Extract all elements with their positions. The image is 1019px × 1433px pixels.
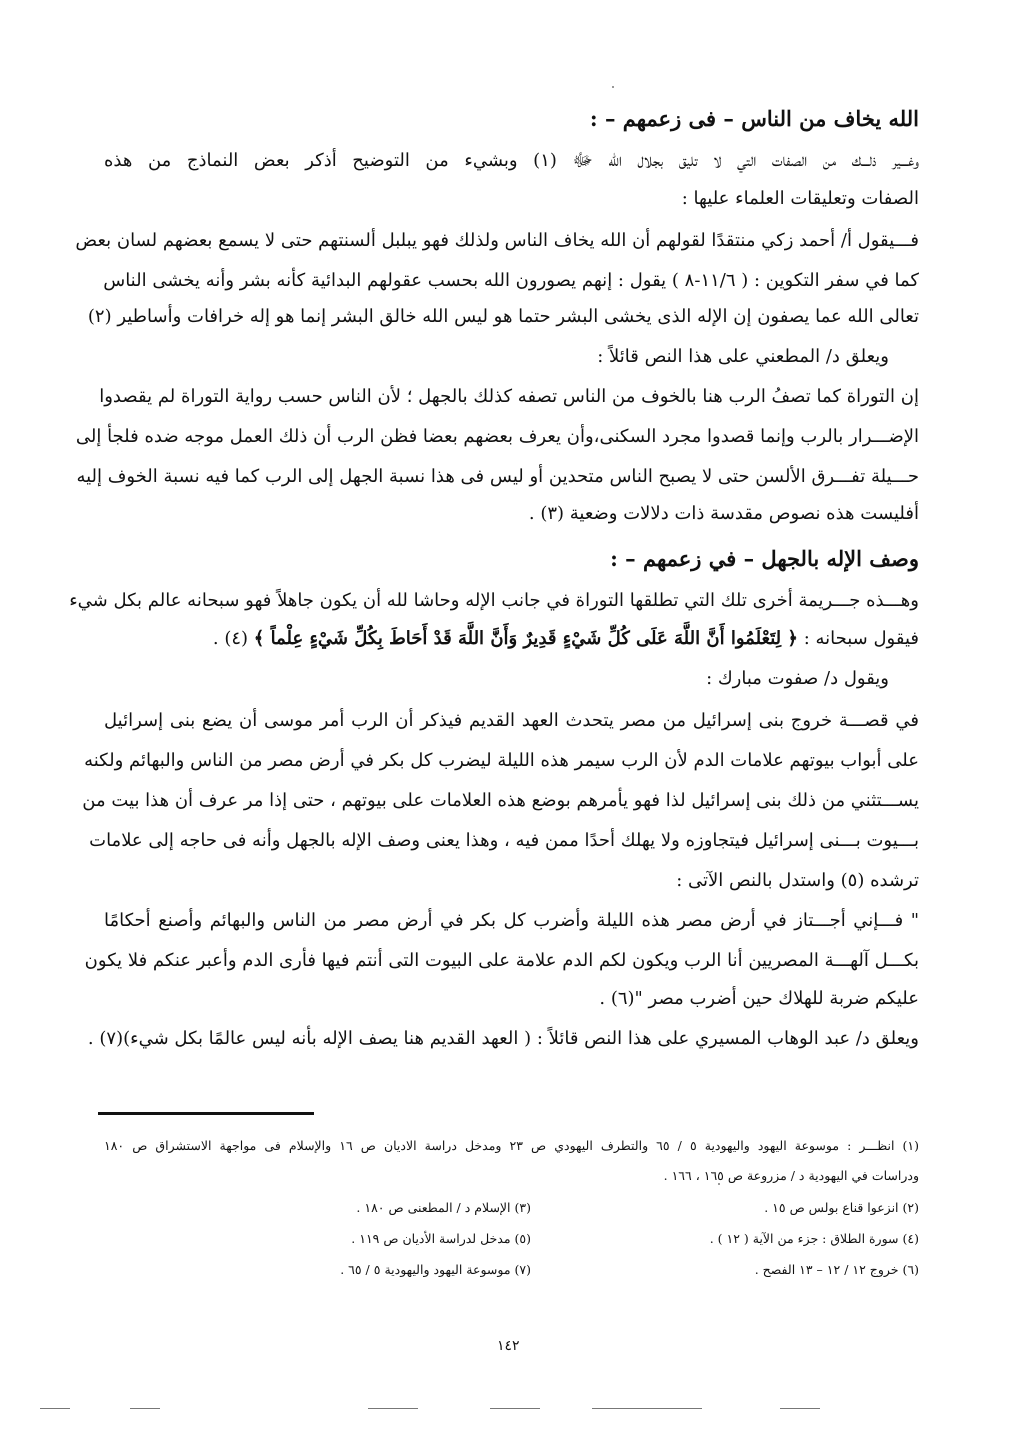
footnote: (٦) خروج ١٢ / ١٢ – ١٣ الفصح .	[754, 1262, 919, 1277]
scripture-quote-line: بكـــل آلهـــة المصريين أنا الرب ويكون لكم الدم علامة على البيوت التى أنتم فيها فأرى الدم وأعبر عنكم فلا يكون	[84, 950, 919, 971]
scan-edge-mark	[780, 1408, 820, 1409]
paragraph-line: الصفات وتعليقات العلماء عليها :	[681, 188, 919, 209]
paragraph-line: ويقول د/ صفوت مبارك :	[706, 668, 889, 689]
paragraph-line: ويعلق د/ المطعني على هذا النص قائلاً :	[597, 346, 889, 367]
quoted-paragraph-line: أفليست هذه نصوص مقدسة ذات دلالات وضعية (٣) .	[528, 503, 919, 524]
scan-edge-mark	[490, 1408, 540, 1409]
footnote: (٢) انزعوا قناع بولس ص ١٥ .	[764, 1200, 919, 1215]
footnote-separator	[98, 1112, 314, 1115]
quran-verse-line	[213, 630, 919, 648]
quoted-paragraph-line: الإضـــرار بالرب وإنما قصدوا مجرد السكنى،وأن يعرف بعضهم بعضا فظن الرب أن ذلك العمل موجه ضده فلجأ إلى	[75, 426, 919, 447]
footnote: ودراسات في اليهودية د / مزروعة ص ١٦٥ ، ١٦٦ .	[663, 1168, 919, 1183]
scan-edge-mark	[40, 1408, 70, 1409]
footnote: (٣) الإسلام د / المطعنى ص ١٨٠ .	[356, 1200, 531, 1215]
section-heading-god-ignorance: وصف الإله بالجهل – في زعمهم – :	[610, 546, 919, 571]
footnote: (٥) مدخل لدراسة الأديان ص ١١٩ .	[351, 1231, 531, 1246]
quoted-paragraph-line: بـــيوت بـــنى إسرائيل فيتجاوزه ولا يهلك أحدًا ممن فيه ، وهذا يعنى وصف الإله بالجهل وأنه فى حاجه إلى علامات	[89, 830, 919, 851]
scan-speck	[718, 1183, 720, 1185]
quoted-paragraph-line: ترشده (٥) واستدل بالنص الآتى :	[676, 870, 919, 891]
paragraph-line: فـــيقول أ/ أحمد زكي منتقدًا لقولهم أن الله يخاف الناس ولذلك فهو يبلبل ألسنتهم حتى لا يسمع بعضهم لسان بعض	[75, 230, 919, 251]
scripture-quote-line: عليكم ضربة للهلاك حين أضرب مصر "(٦) .	[599, 988, 919, 1009]
section-heading-god-fears-people: الله يخاف من الناس – فى زعمهم – :	[589, 106, 919, 131]
paragraph-line: ويعلق د/ عبد الوهاب المسيري على هذا النص قائلاً : ( العهد القديم هنا يصف الإله بأنه ليس عالمًا بكل شيء)(٧) .	[87, 1028, 919, 1049]
scan-edge-mark	[592, 1408, 702, 1409]
quoted-paragraph-line: يســـتثني من ذلك بنى إسرائيل لذا فهو يأمرهم بوضع هذه العلامات على بيوتهم ، حتى إذا مر عرف أن هذا بيت من	[82, 790, 919, 811]
quoted-paragraph-line: إن التوراة كما تصفُ الرب هنا بالخوف من الناس تصفه كذلك بالجهل ؛ لأن الناس حسب رواية التوراة لم يقصدوا	[99, 386, 919, 407]
page-number: ١٤٢	[497, 1338, 520, 1354]
quoted-paragraph-line: حـــيلة تفـــرق الألسن حتى لا يصبح الناس متحدين أو ليس فى هذا نسبة الجهل إلى الرب كما فيه نسبة الخوف إليه	[76, 466, 919, 487]
quoted-paragraph-line: في قصـــة خروج بنى إسرائيل من مصر يتحدث العهد القديم فيذكر أن الرب أمر موسى أن يضع بنى إسرائيل	[104, 710, 919, 731]
footnote: (٧) موسوعة اليهود واليهودية ٥ / ٦٥ .	[340, 1262, 531, 1277]
scan-edge-mark	[368, 1408, 418, 1409]
scripture-quote-line: " فـــإني أجـــتاز في أرض مصر هذه الليلة وأضرب كل بكر في أرض مصر من الناس والبهائم وأصنع أحكامًا	[104, 910, 919, 931]
footnote: (١) انظـــر : موسوعة اليهود واليهودية ٥ / ٦٥ والتطرف اليهودي ص ٢٣ ومدخل دراسة الاديان ص ١٦ والإسلام فى مواجهة الاستشراق ص ١٨٠	[104, 1138, 919, 1153]
scan-edge-mark	[130, 1408, 160, 1409]
quran-verse: ﴿ لِتَعْلَمُوا أَنَّ اللَّهَ عَلَى كُلِّ شَيْءٍ قَدِيرٌ وَأَنَّ اللَّهَ قَدْ أَحَاطَ بِكُلِّ شَيْءٍ عِلْماً ﴾	[253, 628, 798, 649]
paragraph-line: كما في سفر التكوين : ( ١١/٦-٨ ) يقول : إنهم يصورون الله بحسب عقولهم البدائية كأنه بشر وأنه يخشى الناس	[103, 270, 919, 291]
paragraph-line: تعالى الله عما يصفون إن الإله الذى يخشى البشر حتما هو ليس الله خالق البشر إنما هو إله خرافات وأساطير (٢)	[87, 306, 919, 327]
paragraph-line: وغـــير ذلـــك من الصفات التي لا تليق بجلال الله ﷻ (١) وبشيء من التوضيح أذكر بعض النماذج من هذه	[104, 150, 919, 171]
paragraph-line: وهـــذه جـــريمة أخرى تلك التي تطلقها التوراة في جانب الإله وحاشا لله أن يكون جاهلاً فهو سبحانه عالم بكل شيء	[69, 590, 919, 611]
quoted-paragraph-line: على أبواب بيوتهم علامات الدم لأن الرب سيمر هذه الليلة ليضرب كل بكر في أرض مصر من الناس والبهائم ولكنه	[84, 750, 919, 771]
scan-speck	[612, 86, 614, 88]
footnote: (٤) سورة الطلاق : جزء من الآية ( ١٢ ) .	[709, 1231, 919, 1246]
footnote-ref: (٤) .	[212, 628, 249, 649]
verse-intro: فيقول سبحانه :	[803, 628, 919, 649]
